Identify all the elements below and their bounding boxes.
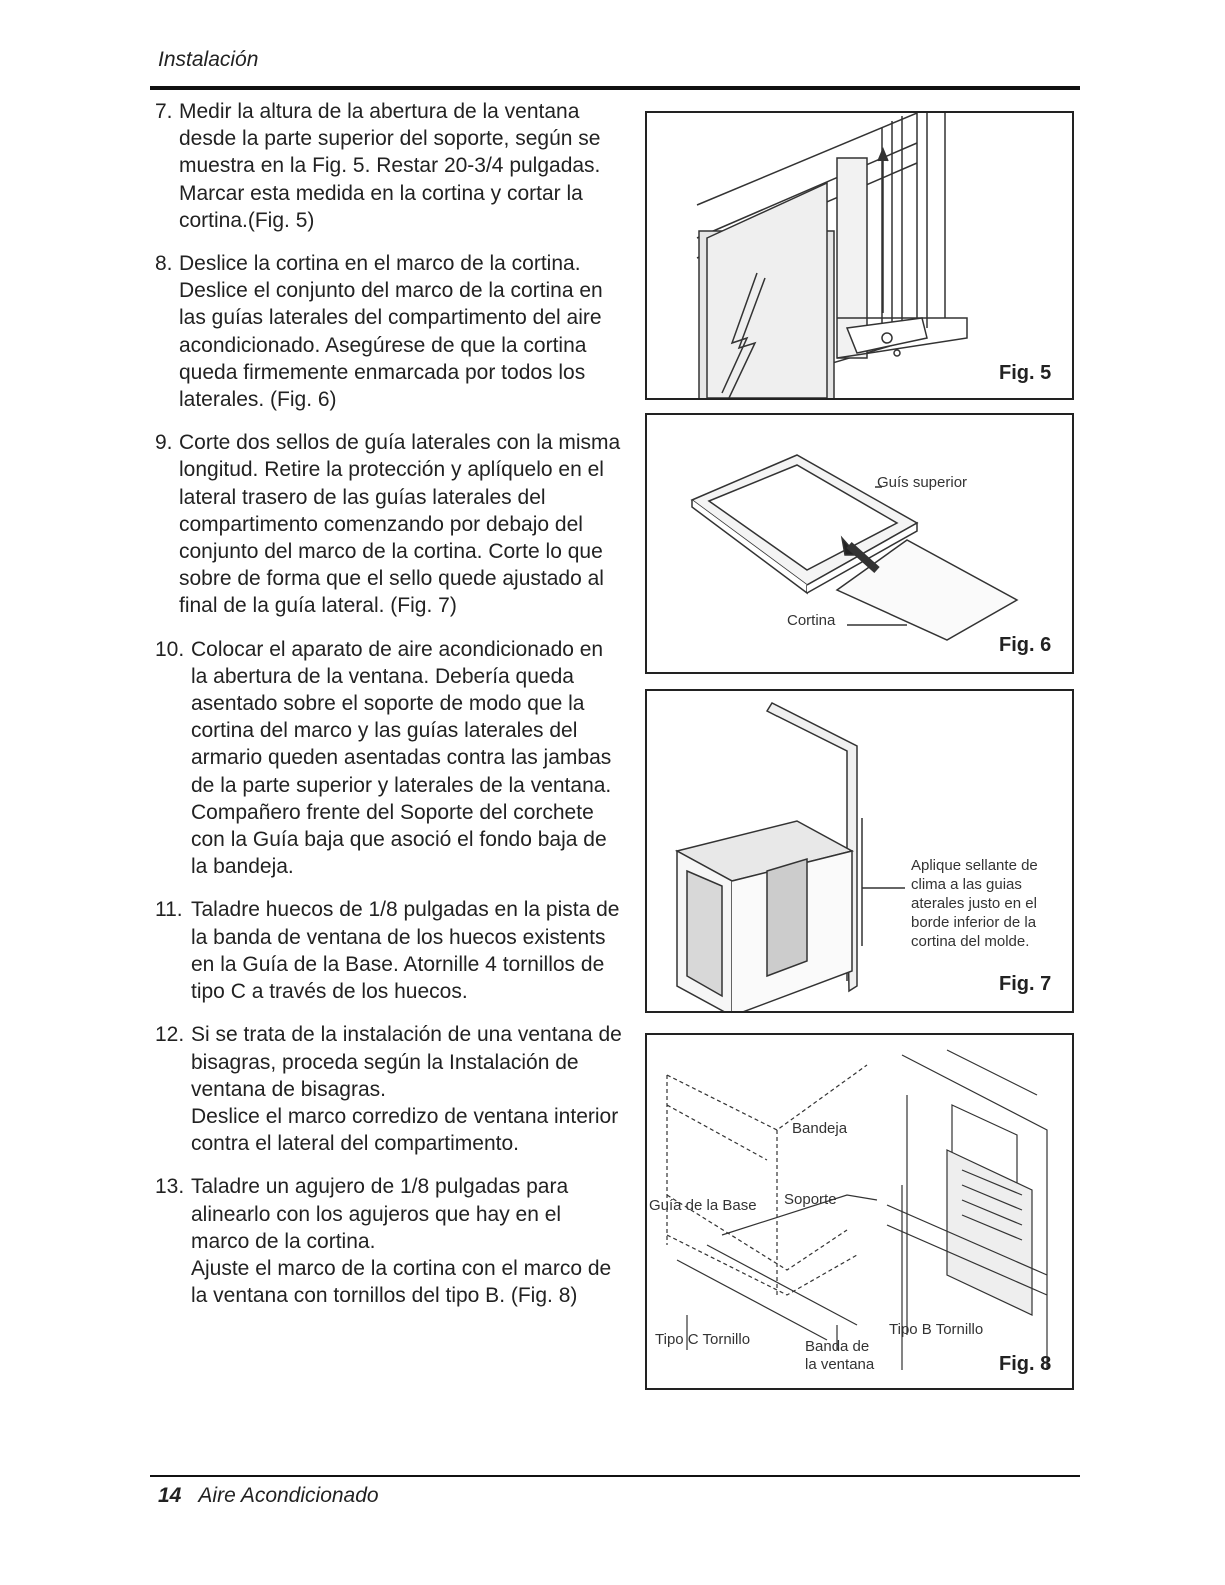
step-text-continued: Ajuste el marco de la cortina con el marco de la ventana con tornillos del tipo B. (Fig. 8) <box>191 1256 612 1308</box>
page-footer <box>158 1484 379 1508</box>
step-text: Colocar el aparato de aire acondicionado en la abertura de la ventana. Debería queda asentado sobre el soporte de modo que la cortina del marco y las guías laterales del armario queden asentadas contra las jambas de la parte superior y laterales de la ventana. Compañero frente del Soporte del corchete con la Guía baja que asoció el fondo baja de la bandeja. <box>191 637 612 879</box>
step-text: Taladre huecos de 1/8 pulgadas en la pista de la banda de ventana de los huecos existents en la Guía de la Base. Atornille 4 tornillos de tipo C a través de los huecos. <box>191 898 620 1004</box>
step-number: 10. <box>155 637 185 661</box>
step-10 <box>155 636 625 881</box>
header-rule <box>150 86 1080 90</box>
step-9 <box>155 429 625 619</box>
figure-8-label: Fig. 8 <box>999 1353 1052 1375</box>
figure-5-illustration <box>647 113 1072 398</box>
page-number: 14 <box>158 1484 182 1507</box>
figure-7-label: Fig. 7 <box>999 973 1052 995</box>
step-number: 9. <box>155 431 173 455</box>
step-12 <box>155 1021 625 1157</box>
step-body <box>191 1021 625 1157</box>
step-text: Deslice la cortina en el marco de la cortina. Deslice el conjunto del marco de la cortina en las guías laterales del compartimento del aire acondicionado. Asegúrese de que la cortina queda firmemente enmarcada por todos los laterales. (Fig. 6) <box>179 252 603 412</box>
figure-6 <box>645 413 1074 674</box>
step-text: Taladre un agujero de 1/8 pulgadas para alinearlo con los agujeros que hay en el marco de la cortina. <box>191 1175 569 1253</box>
figure-6-label: Fig. 6 <box>999 634 1052 656</box>
figure-8-tipo-c: Tipo C Tornillo <box>655 1331 751 1348</box>
step-number: 7. <box>155 100 173 123</box>
step-8 <box>155 250 625 413</box>
step-11 <box>155 896 625 1005</box>
figure-8-banda-2: la ventana <box>805 1356 875 1373</box>
figure-8-soporte: Soporte <box>784 1191 837 1208</box>
figure-8 <box>645 1033 1074 1390</box>
step-text-continued: Deslice el marco corredizo de ventana interior contra el lateral del compartimento. <box>191 1104 619 1156</box>
instruction-steps <box>155 98 625 1325</box>
figure-8-banda-1: Banda de <box>805 1338 870 1355</box>
figure-5 <box>645 111 1074 400</box>
figure-5-label: Fig. 5 <box>999 362 1052 384</box>
step-number: 11. <box>155 898 183 922</box>
figure-6-callout-top: Guís superior <box>877 474 968 491</box>
figure-7-illustration <box>647 691 1072 1011</box>
step-7 <box>155 98 625 234</box>
figure-6-callout-bottom: Cortina <box>787 612 836 629</box>
step-body <box>191 1173 625 1309</box>
step-13 <box>155 1173 625 1309</box>
page-header-title: Instalación <box>158 48 259 71</box>
step-number: 12. <box>155 1023 185 1047</box>
step-number: 13. <box>155 1175 185 1199</box>
step-text: Medir la altura de la abertura de la ventana desde la parte superior del soporte, según se muestra en la Fig. 5. Restar 20-3/4 pulgadas. Marcar esta medida en la cortina y cortar la cortina.(Fig. 5) <box>179 100 601 232</box>
figure-7-callout: Aplique sellante de clima a las guias aterales justo en el borde inferior de la cortina del molde. <box>911 857 1038 950</box>
figure-8-tipo-b: Tipo B Tornillo <box>889 1321 984 1338</box>
figure-8-guia-base: Guía de la Base <box>649 1197 757 1214</box>
step-number: 8. <box>155 252 173 276</box>
footer-title: Aire Acondicionado <box>198 1484 379 1507</box>
step-text: Si se trata de la instalación de una ventana de bisagras, proceda según la Instalación de ventana de bisagras. <box>191 1023 622 1101</box>
figure-8-bandeja: Bandeja <box>792 1120 848 1137</box>
footer-rule <box>150 1475 1080 1477</box>
figure-7 <box>645 689 1074 1013</box>
step-text: Corte dos sellos de guía laterales con la misma longitud. Retire la protección y aplíquelo en el lateral trasero de las guías laterales del compartimento comenzando por debajo del conjunto del marco de la cortina. Corte lo que sobre de forma que el sello quede ajustado al final de la guía lateral. (Fig. 7) <box>179 431 621 618</box>
